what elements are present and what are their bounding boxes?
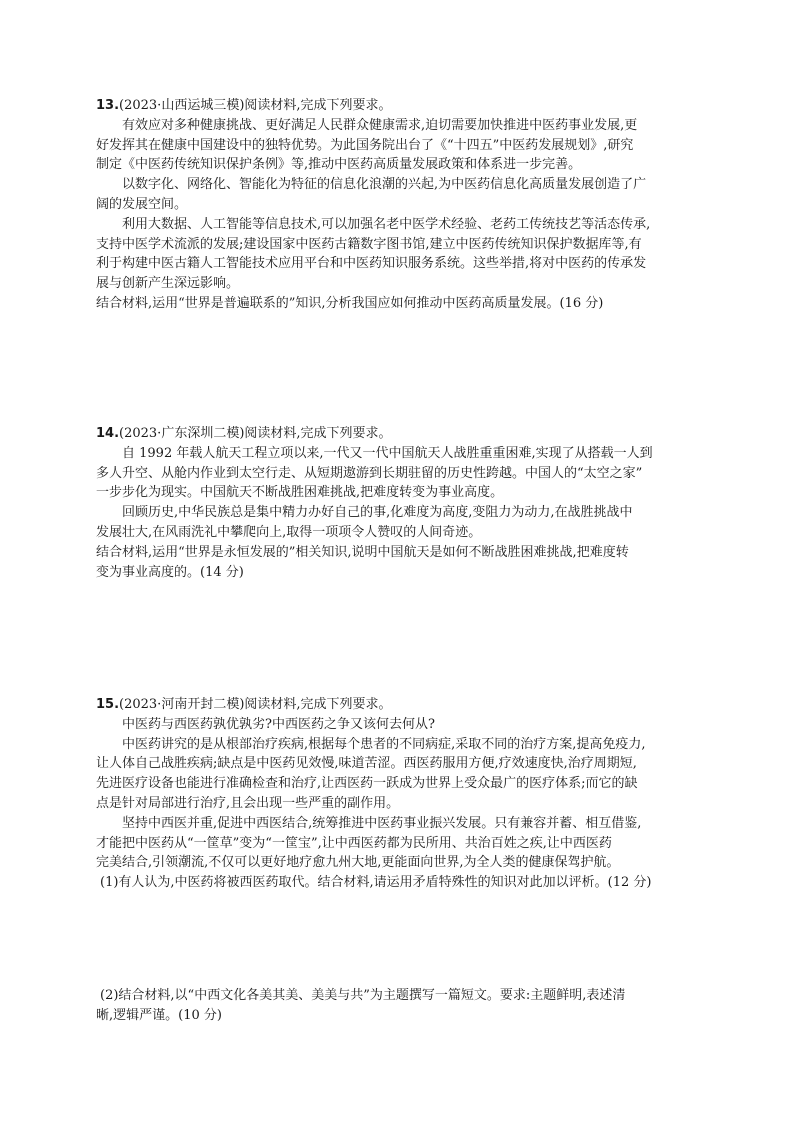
material-line: 有效应对多种健康挑战、更好满足人民群众健康需求,迫切需要加快推进中医药事业发展,更 <box>122 117 638 133</box>
sub-question-1: (1)有人认为,中医药将被西医药取代。结合材料,请运用矛盾特殊性的知识对此加以评析。(12 分) <box>100 875 652 891</box>
sub-question-2-continued: 晰,逻辑严谨。(10 分) <box>96 1007 222 1023</box>
material-line: 以数字化、网络化、智能化为特征的信息化浪潮的兴起,为中医药信息化高质量发展创造了广 <box>122 177 647 193</box>
question-header <box>96 424 706 444</box>
material-line: 完美结合,引领潮流,不仅可以更好地疗愈九州大地,更能面向世界,为全人类的健康保驾护航。 <box>96 855 620 871</box>
question-prompt: 结合材料,运用“世界是普遍联系的”知识,分析我国应如何推动中医药高质量发展。(16 分) <box>96 295 604 311</box>
material-line: 点是针对局部进行治疗,且会出现一些严重的副作用。 <box>96 795 400 811</box>
question-header <box>96 96 706 116</box>
material-line: 利于构建中医古籍人工智能技术应用平台和中医药知识服务系统。这些举措,将对中医药的传承发 <box>96 256 647 272</box>
material-line: 回顾历史,中华民族总是集中精力办好自己的事,化难度为高度,变阻力为动力,在战胜挑战中 <box>122 505 633 521</box>
material-line: 才能把中医药从“一筐草”变为“一筐宝”,让中西医药都为民所用、共治百姓之疾,让中西医药 <box>96 835 612 851</box>
question-header <box>96 695 706 715</box>
material-line: 发展壮大,在风雨洗礼中攀爬向上,取得一项项令人赞叹的人间奇迹。 <box>96 524 482 540</box>
question-number: 13. <box>96 98 120 113</box>
material-line: 利用大数据、人工智能等信息技术,可以加强名老中医学术经验、老药工传统技艺等活态传承, <box>122 216 651 232</box>
question-number: 14. <box>96 426 120 441</box>
material-line: 支持中医学术流派的发展;建设国家中医药古籍数字图书馆,建立中医药传统知识保护数据库等,有 <box>96 236 642 252</box>
question-source: (2023·广东深圳二模)阅读材料,完成下列要求。 <box>119 426 392 441</box>
material-line: 好发挥其在健康中国建设中的独特优势。为此国务院出台了《“十四五”中医药发展规划》,研究 <box>96 137 634 153</box>
sub-question-2: (2)结合材料,以“中西文化各美其美、美美与共”为主题撰写一篇短文。要求:主题鲜明,表述清 <box>100 988 626 1003</box>
question-source: (2023·山西运城三模)阅读材料,完成下列要求。 <box>119 98 392 113</box>
material-line: 一步步化为现实。中国航天不断战胜困难挑战,把难度转变为事业高度。 <box>96 485 504 501</box>
question-15 <box>96 695 706 893</box>
question-source: (2023·河南开封二模)阅读材料,完成下列要求。 <box>119 697 392 712</box>
material-line: 让人体自己战胜疾病;缺点是中医药见效慢,味道苦涩。西医药服用方便,疗效速度快,治疗周期短, <box>96 756 637 772</box>
material-line: 自 1992 年载人航天工程立项以来,一代又一代中国航天人战胜重重困难,实现了从搭载一人到 <box>122 445 653 461</box>
question-14 <box>96 424 706 582</box>
material-line: 中医药与西医药孰优孰劣?中西医药之争又该何去何从? <box>122 716 435 732</box>
material-line: 展与创新产生深远影响。 <box>96 276 240 292</box>
material-line: 多人升空、从舱内作业到太空行走、从短期遨游到长期驻留的历史性跨越。中国人的“太空之家” <box>96 465 643 481</box>
question-number: 15. <box>96 697 120 712</box>
material-line: 制定《中医药传统知识保护条例》等,推动中医药高质量发展政策和体系进一步完善。 <box>96 157 582 173</box>
material-line: 中医药讲究的是从根部治疗疾病,根据每个患者的不同病症,采取不同的治疗方案,提高免疫力, <box>122 736 646 752</box>
question-prompt: 变为事业高度的。(14 分) <box>96 564 244 580</box>
question-13 <box>96 96 706 314</box>
material-line: 先进医疗设备也能进行准确检查和治疗,让西医药一跃成为世界上受众最广的医疗体系;而它的缺 <box>96 776 638 792</box>
question-15-part-2 <box>96 986 706 1026</box>
question-prompt: 结合材料,运用“世界是永恒发展的”相关知识,说明中国航天是如何不断战胜困难挑战,把难度转 <box>96 544 629 560</box>
material-line: 坚持中西医并重,促进中西医结合,统筹推进中医药事业振兴发展。只有兼容并蓄、相互借鉴, <box>122 815 642 831</box>
material-line: 阔的发展空间。 <box>96 196 188 212</box>
